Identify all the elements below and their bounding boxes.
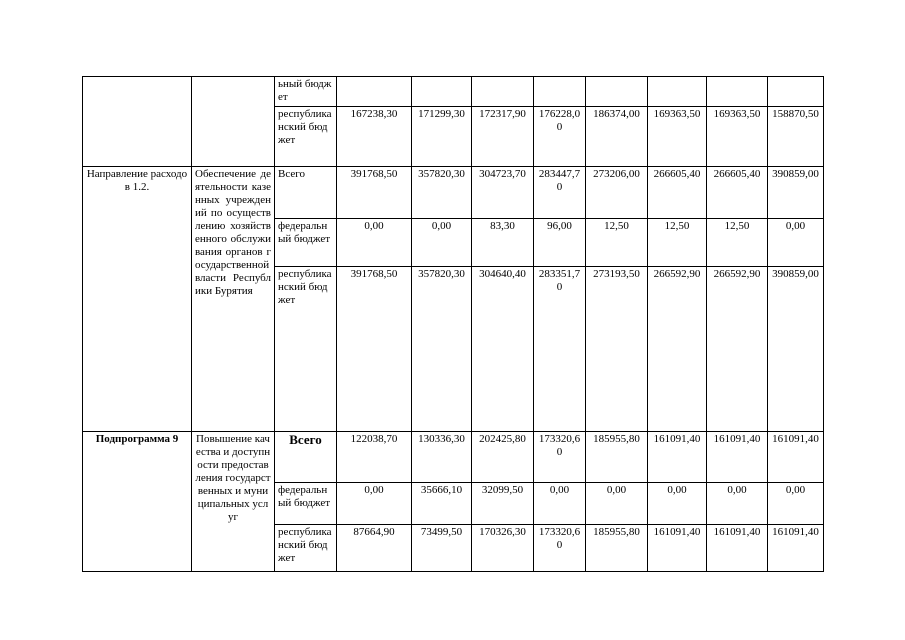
value-cell: 266592,90	[648, 267, 707, 432]
subprogram-cell: Подпрограмма 9	[83, 432, 192, 572]
value-cell: 185955,80	[586, 525, 648, 572]
value-cell: 161091,40	[768, 432, 824, 483]
value-cell: 73499,50	[412, 525, 472, 572]
value-cell: 0,00	[412, 219, 472, 267]
value-cell: 391768,50	[337, 167, 412, 219]
value-cell: 171299,30	[412, 107, 472, 167]
value-cell: 83,30	[472, 219, 534, 267]
value-cell	[586, 77, 648, 107]
value-cell: 173320,60	[534, 432, 586, 483]
value-cell: 357820,30	[412, 267, 472, 432]
value-cell: 202425,80	[472, 432, 534, 483]
table-row	[83, 77, 824, 107]
value-cell: 273206,00	[586, 167, 648, 219]
value-cell: 161091,40	[648, 525, 707, 572]
value-cell	[707, 77, 768, 107]
source-cell: ьный бюджет	[275, 77, 337, 107]
value-cell: 161091,40	[707, 432, 768, 483]
value-cell: 158870,50	[768, 107, 824, 167]
source-cell: федеральный бюджет	[275, 219, 337, 267]
value-cell: 185955,80	[586, 432, 648, 483]
value-cell: 169363,50	[648, 107, 707, 167]
value-cell: 96,00	[534, 219, 586, 267]
value-cell: 130336,30	[412, 432, 472, 483]
value-cell: 0,00	[534, 483, 586, 525]
value-cell: 122038,70	[337, 432, 412, 483]
table-row	[83, 167, 824, 219]
value-cell: 266605,40	[707, 167, 768, 219]
value-cell: 167238,30	[337, 107, 412, 167]
value-cell: 304640,40	[472, 267, 534, 432]
value-cell: 0,00	[768, 483, 824, 525]
value-cell: 0,00	[337, 483, 412, 525]
value-cell: 0,00	[337, 219, 412, 267]
direction-cell: Направление расходов 1.2.	[83, 167, 192, 432]
value-cell: 0,00	[648, 483, 707, 525]
source-cell: федеральный бюджет	[275, 483, 337, 525]
value-cell: 32099,50	[472, 483, 534, 525]
value-cell	[648, 77, 707, 107]
value-cell: 161091,40	[707, 525, 768, 572]
value-cell: 0,00	[768, 219, 824, 267]
value-cell	[472, 77, 534, 107]
table-row	[83, 432, 824, 483]
value-cell: 161091,40	[648, 432, 707, 483]
value-cell: 87664,90	[337, 525, 412, 572]
source-cell: республиканский бюджет	[275, 107, 337, 167]
value-cell: 169363,50	[707, 107, 768, 167]
value-cell: 161091,40	[768, 525, 824, 572]
source-cell: республиканский бюджет	[275, 267, 337, 432]
description-cell: Повышение качества и доступности предоставления государственных и муниципальных услуг	[192, 432, 275, 572]
value-cell: 390859,00	[768, 167, 824, 219]
description-cell: Обеспечение деятельности казенных учреждений по осуществлению хозяйственного обслуживания органов государственной власти Республики Бурятия	[192, 167, 275, 432]
value-cell: 266605,40	[648, 167, 707, 219]
source-cell: Всего	[275, 167, 337, 219]
value-cell: 35666,10	[412, 483, 472, 525]
value-cell: 12,50	[707, 219, 768, 267]
value-cell	[534, 77, 586, 107]
value-cell: 170326,30	[472, 525, 534, 572]
direction-cell	[83, 77, 192, 167]
value-cell: 266592,90	[707, 267, 768, 432]
value-cell: 283351,70	[534, 267, 586, 432]
value-cell	[337, 77, 412, 107]
value-cell: 176228,00	[534, 107, 586, 167]
value-cell: 186374,00	[586, 107, 648, 167]
value-cell: 0,00	[707, 483, 768, 525]
value-cell	[768, 77, 824, 107]
source-cell: республиканский бюджет	[275, 525, 337, 572]
value-cell: 391768,50	[337, 267, 412, 432]
budget-table	[82, 76, 824, 572]
value-cell: 357820,30	[412, 167, 472, 219]
value-cell: 12,50	[648, 219, 707, 267]
source-cell: Всего	[275, 432, 337, 483]
value-cell: 173320,60	[534, 525, 586, 572]
value-cell: 0,00	[586, 483, 648, 525]
value-cell: 390859,00	[768, 267, 824, 432]
value-cell: 283447,70	[534, 167, 586, 219]
value-cell: 172317,90	[472, 107, 534, 167]
description-cell	[192, 77, 275, 167]
value-cell: 304723,70	[472, 167, 534, 219]
value-cell	[412, 77, 472, 107]
value-cell: 273193,50	[586, 267, 648, 432]
value-cell: 12,50	[586, 219, 648, 267]
